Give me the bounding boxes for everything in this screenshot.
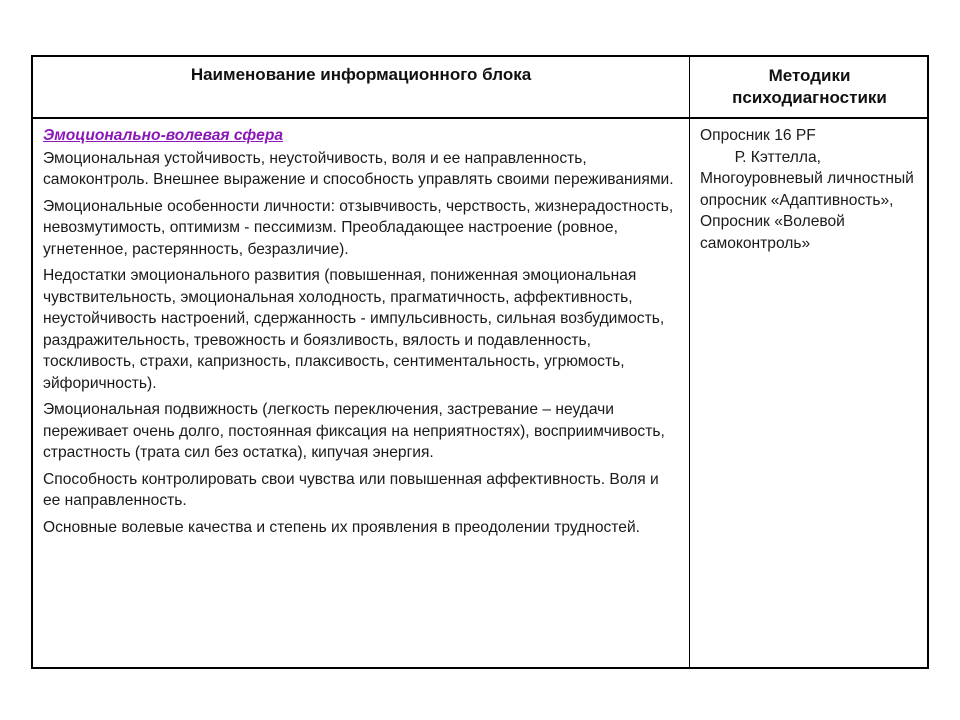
section-title[interactable]: Эмоционально-волевая сфера (43, 127, 284, 144)
table-header-row (33, 57, 927, 119)
column-divider (689, 57, 690, 667)
method-cattell: Р. Кэттелла, (700, 148, 821, 166)
method-16pf: Опросник 16 PF (700, 127, 816, 144)
paragraph-5: Способность контролировать свои чувства или повышенная аффективность. Воля и ее направленность. (43, 470, 659, 509)
info-table (31, 55, 929, 669)
paragraph-4: Эмоциональная подвижность (легкость переключения, застревание – неудачи переживает очень долго, постоянная фиксация на неприятностях), восприимчивость, страстность (трата сил без остатка), кипучая энергия. (43, 401, 665, 461)
method-adaptivity: Многоуровневый личностный опросник «Адаптивность», (700, 170, 919, 209)
paragraph-3: Недостатки эмоционального развития (повышенная, пониженная эмоциональная чувствительность, эмоциональная холодность, прагматичность, аффективность, неустойчивость настроений, сдержанность - импульсивность, сильная возбудимость, раздражительность, тревожность и боязливость, вялость и подавленность, тоскливость, страхи, капризность, плаксивость, сентиментальность, угрюмость, эйфоричность). (43, 267, 665, 392)
methods-cell (700, 125, 922, 254)
paragraph-1: Эмоциональная устойчивость, неустойчивость, воля и ее направленность, самоконтроль. Внешнее выражение и способность управлять своими переживаниями. (43, 149, 674, 188)
paragraph-2: Эмоциональные особенности личности: отзывчивость, черствость, жизнерадостность, невозмутимость, оптимизм - пессимизм. Преобладающее настроение (ровное, угнетенное, растерянность, безразличие). (43, 197, 674, 258)
header-methods: Методики психодиагностики (732, 66, 887, 107)
info-block-cell (43, 125, 679, 543)
header-info-block: Наименование информационного блока (190, 65, 532, 84)
method-volitional: Опросник «Волевой самоконтроль» (700, 213, 850, 252)
paragraph-6: Основные волевые качества и степень их проявления в преодолении трудностей. (43, 518, 640, 536)
